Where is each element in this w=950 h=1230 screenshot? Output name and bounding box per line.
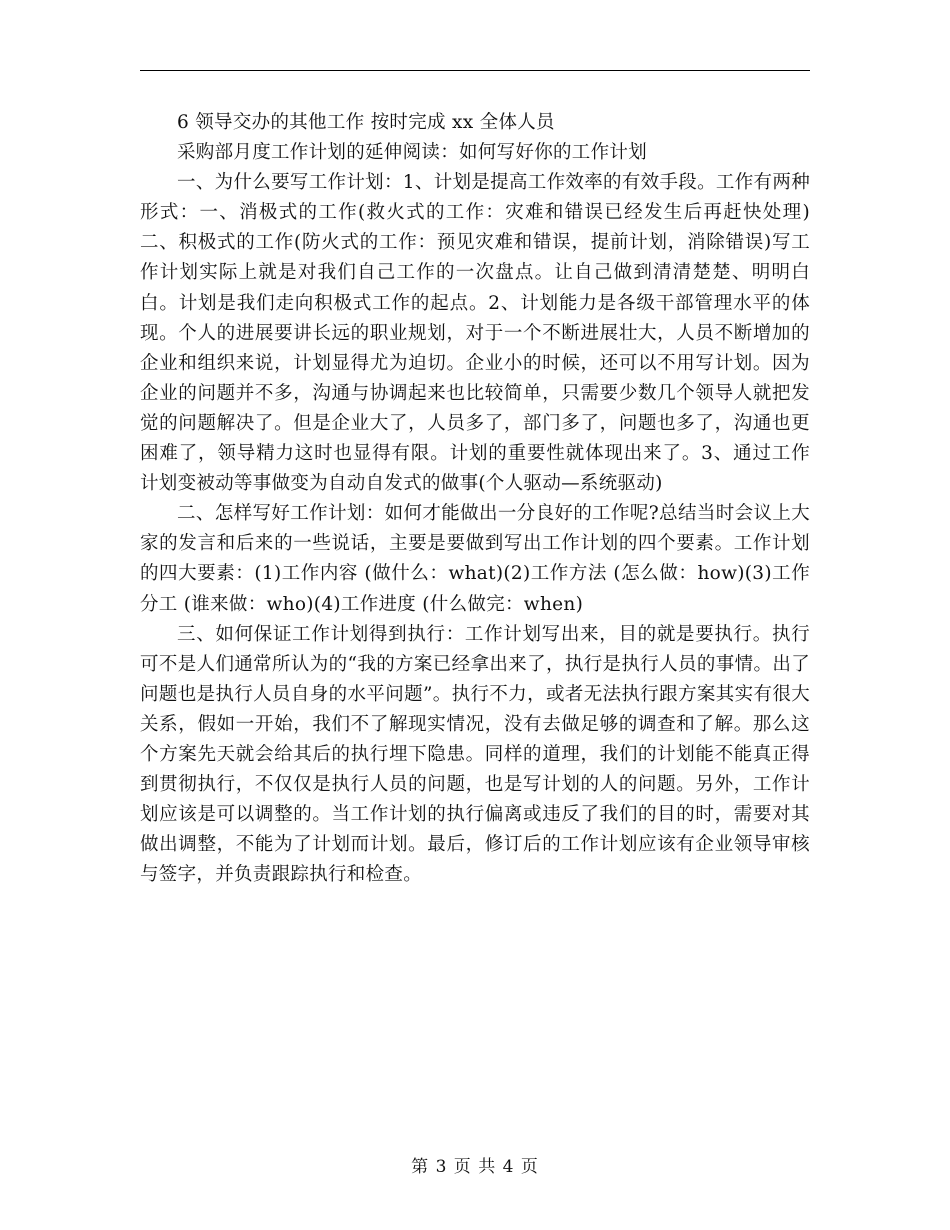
paragraph-ensure-execution: 三、如何保证工作计划得到执行：工作计划写出来，目的就是要执行。执行可不是人们通常所认为的“我的方案已经拿出来了，执行是执行人员的事情。出了问题也是执行人员自身的水平问题”。执行不力，或者无法执行跟方案其实有很大关系，假如一开始，我们不了解现实情况，没有去做足够的调查和了解。那么这个方案先天就会给其后的执行埋下隐患。同样的道理，我们的计划能不能真正得到贯彻执行，不仅仅是执行人员的问题，也是写计划的人的问题。另外，工作计划应该是可以调整的。当工作计划的执行偏离或违反了我们的目的时，需要对其做出调整，不能为了计划而计划。最后，修订后的工作计划应该有企业领导审核与签字，并负责跟踪执行和检查。: [140, 623, 810, 886]
paragraph-how-write-plan: 二、怎样写好工作计划：如何才能做出一分良好的工作呢?总结当时会议上大家的发言和后来的一些说话，主要是要做到写出工作计划的四个要素。工作计划的四大要素：(1)工作内容 (做什么：what)(2)工作方法 (怎么做：how)(3)工作分工 (谁来做：who)(4)工作进度 (什么做完：when): [140, 503, 810, 615]
page-footer: 第 3 页 共 4 页: [411, 1157, 539, 1177]
document-body: [140, 108, 810, 890]
paragraph-task-item: 6 领导交办的其他工作 按时完成 xx 全体人员: [177, 112, 555, 133]
paragraph-why-write-plan: 一、为什么要写工作计划：1、计划是提高工作效率的有效手段。工作有两种形式：一、消极式的工作(救火式的工作：灾难和错误已经发生后再赶快处理)二、积极式的工作(防火式的工作：预见灾难和错误，提前计划，消除错误)写工作计划实际上就是对我们自己工作的一次盘点。让自己做到清清楚楚、明明白白。计划是我们走向积极式工作的起点。2、计划能力是各级干部管理水平的体现。个人的进展要讲长远的职业规划，对于一个不断进展壮大，人员不断增加的企业和组织来说，计划显得尤为迫切。企业小的时候，还可以不用写计划。因为企业的问题并不多，沟通与协调起来也比较简单，只需要少数几个领导人就把发觉的问题解决了。但是企业大了，人员多了，部门多了，问题也多了，沟通也更困难了，领导精力这时也显得有限。计划的重要性就体现出来了。3、通过工作计划变被动等事做变为自动自发式的做事(个人驱动—系统驱动): [140, 172, 810, 495]
paragraph-extended-reading-title: 采购部月度工作计划的延伸阅读：如何写好你的工作计划: [177, 142, 648, 164]
header-rule: [140, 70, 810, 71]
